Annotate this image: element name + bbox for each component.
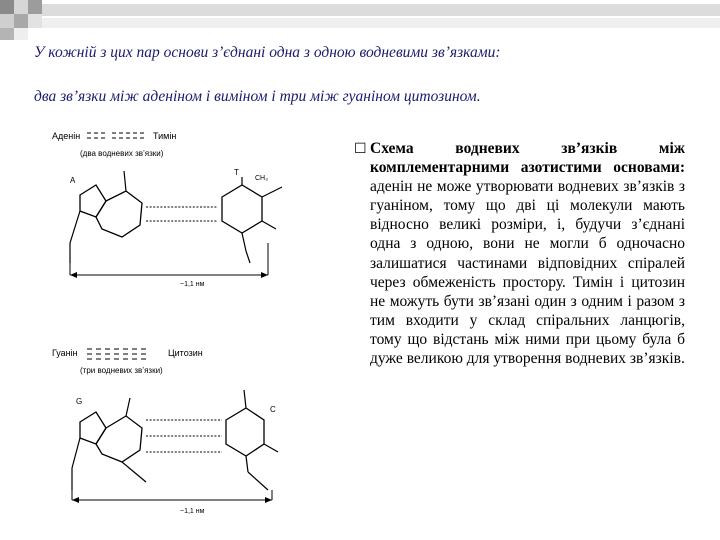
- distance-label-bottom: ~1,1 нм: [180, 508, 205, 515]
- decorative-squares: [0, 0, 720, 40]
- heading-line-2: два зв’язки між аденіном і виміном і три між гуаніном цитозином.: [34, 88, 481, 105]
- distance-label-top: ~1,1 нм: [180, 281, 205, 288]
- guanine-cytosine-diagram: [50, 340, 300, 520]
- atom-t: T: [234, 168, 239, 177]
- guanine-label: Гуанін: [52, 348, 78, 358]
- methyl-group: CH₃: [255, 175, 268, 182]
- description-bold: Схема водневих зв’язків між комплементарними азотистими основами:: [370, 140, 685, 177]
- guanine-cytosine-caption: (три водневих зв’язки): [80, 366, 163, 375]
- cytosine-label: Цитозин: [168, 348, 203, 358]
- atom-g: G: [76, 397, 83, 406]
- description-paragraph: [352, 139, 685, 368]
- adenine-label: Аденін: [52, 131, 81, 141]
- atom-c: C: [270, 405, 276, 414]
- adenine-thymine-diagram: [50, 125, 300, 295]
- description-text: аденін не може утворювати водневих зв’язків з гуаніном, тому що дві ці молекули мають відносно великі розміри, і, будучи з’єднані одна з одною, вони не могли б одночасно залишатися частинами відповідних спіралей через обмеженість простору. Тимін і цитозин не можуть бути зв’язані один з одним і разом з тим входити у склад спіральних ланцюгів, тому що відстань між ними при цьому була б дуже великою для утворення водневих зв’язків.: [370, 178, 685, 368]
- adenine-thymine-caption: (два водневих зв’язки): [80, 149, 164, 158]
- bullet-icon: ☐: [354, 142, 367, 157]
- atom-a: A: [70, 176, 76, 185]
- thymine-label: Тимін: [153, 131, 177, 141]
- heading-line-1: У кожній з цих пар основи з’єднані одна з одною водневими зв’язками:: [34, 44, 501, 61]
